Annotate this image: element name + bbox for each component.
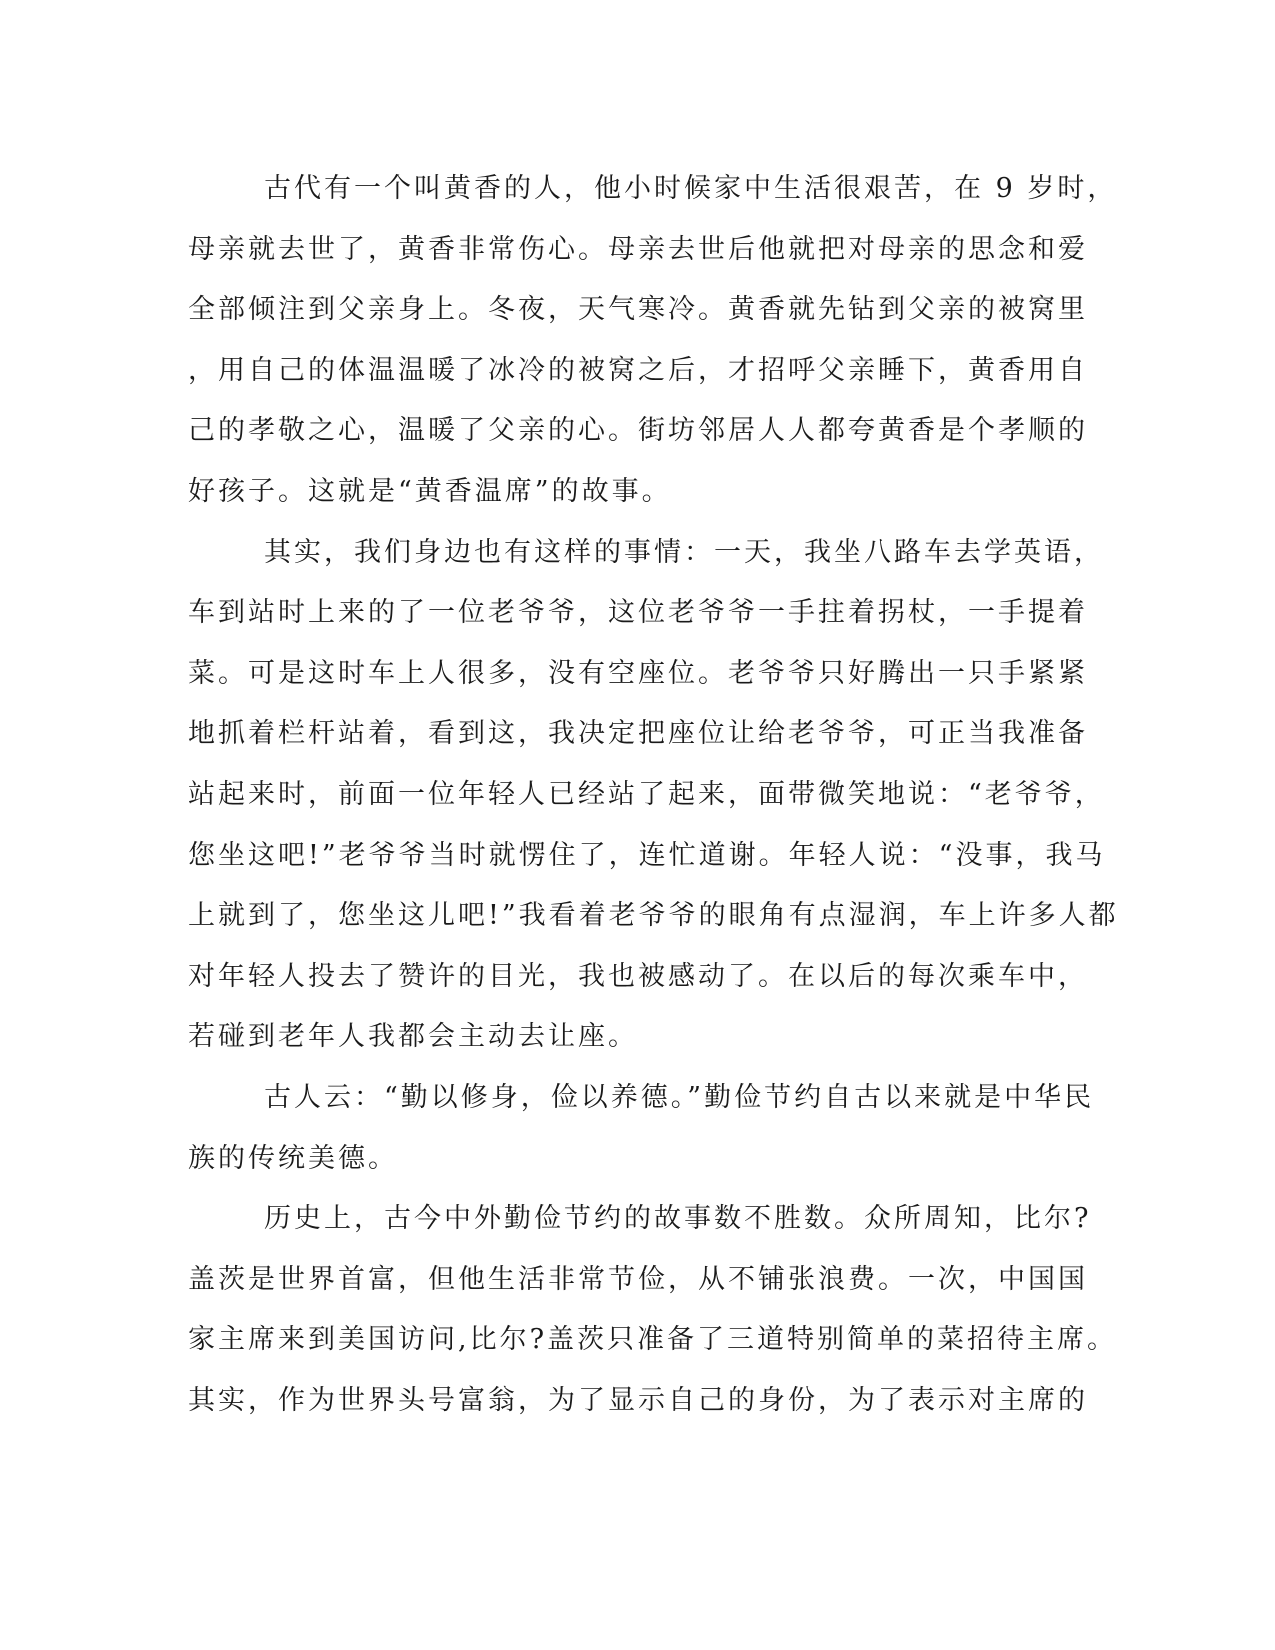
text-line: 其实，作为世界头号富翁，为了显示自己的身份，为了表示对主席的	[188, 1384, 1088, 1416]
text-line: 全部倾注到父亲身上。冬夜，天气寒冷。黄香就先钻到父亲的被窝里	[188, 294, 1088, 326]
text-line: 历史上，古今中外勤俭节约的故事数不胜数。众所周知，比尔?	[264, 1203, 1092, 1235]
paragraph-huang-xiang	[188, 159, 1118, 523]
text-line: 其实，我们身边也有这样的事情：一天，我坐八路车去学英语，	[264, 536, 1104, 568]
text-line: 上就到了，您坐这儿吧!”我看着老爷爷的眼角有点湿润，车上许多人都	[188, 900, 1119, 932]
text-line: 菜。可是这时车上人很多，没有空座位。老爷爷只好腾出一只手紧紧	[188, 657, 1088, 689]
text-line: 己的孝敬之心，温暖了父亲的心。街坊邻居人人都夸黄香是个孝顺的	[188, 415, 1088, 447]
paragraph-ancient-saying	[188, 1068, 1095, 1189]
text-line: 车到站时上来的了一位老爷爷，这位老爷爷一手拄着拐杖，一手提着	[188, 597, 1088, 629]
paragraph-bus-story	[188, 523, 1119, 1068]
text-line: 地抓着栏杆站着，看到这，我决定把座位让给老爷爷，可正当我准备	[188, 718, 1088, 750]
paragraph-history-frugality	[188, 1189, 1118, 1431]
text-line: 盖茨是世界首富，但他生活非常节俭，从不铺张浪费。一次，中国国	[188, 1263, 1088, 1295]
text-line: 古代有一个叫黄香的人，他小时候家中生活很艰苦，在 9 岁时，	[264, 173, 1118, 204]
text-line: 族的传统美德。	[188, 1142, 398, 1174]
text-line: ，用自己的体温温暖了冰冷的被窝之后，才招呼父亲睡下，黄香用自	[188, 354, 1088, 386]
text-line: 家主席来到美国访问,比尔?盖茨只准备了三道特别简单的菜招待主席。	[188, 1324, 1118, 1356]
text-line: 若碰到老年人我都会主动去让座。	[188, 1021, 638, 1053]
text-line: 好孩子。这就是“黄香温席”的故事。	[188, 475, 672, 507]
text-line: 对年轻人投去了赞许的目光，我也被感动了。在以后的每次乘车中，	[188, 960, 1088, 992]
document-body	[188, 159, 1119, 1431]
text-line: 母亲就去世了，黄香非常伤心。母亲去世后他就把对母亲的思念和爱	[188, 233, 1088, 265]
text-line: 古人云：“勤以修身，俭以养德。”勤俭节约自古以来就是中华民	[264, 1081, 1095, 1113]
text-line: 站起来时，前面一位年轻人已经站了起来，面带微笑地说：“老爷爷，	[188, 778, 1105, 810]
text-line: 您坐这吧!”老爷爷当时就愣住了，连忙道谢。年轻人说：“没事，我马	[188, 839, 1106, 871]
